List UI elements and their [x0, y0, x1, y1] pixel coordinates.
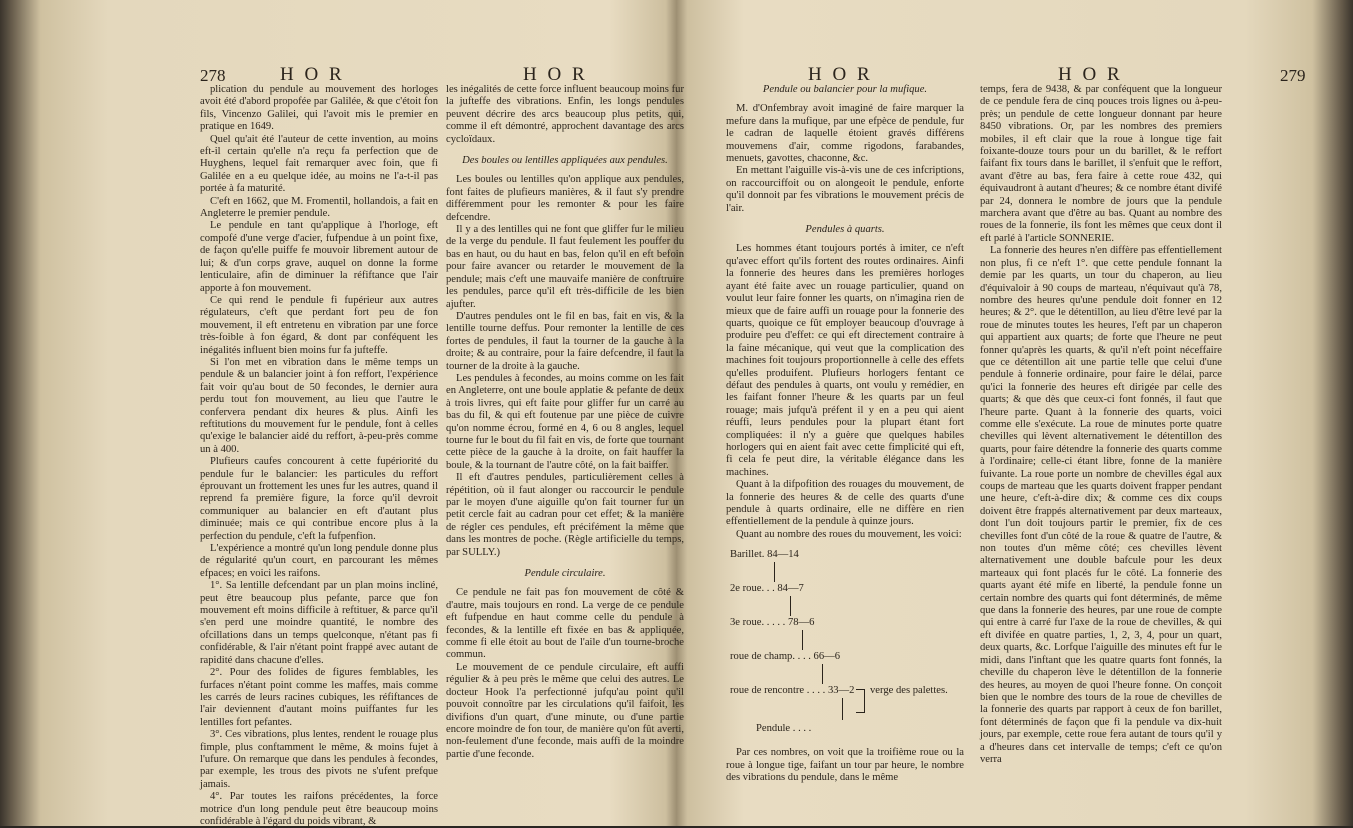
paragraph: Si l'on met en vibration dans le même temps un pendule & un balancier joint à fon reffort, l'expérience fait voir qu'au bout de 50 fecondes, le dernier aura perdu tout fon mouvement, au lieu que l'autre le confervera pendant dix heures & plus. Ainfi les reftitutions du mouvement fur le pendule, font à celles qu'exige le balancier aidé du reffort, à-peu-près comme un à 400.	[200, 356, 438, 455]
gear-row-roue-de-rencontre: roue de rencontre . . . . 33—2	[730, 685, 855, 697]
section-heading-circulaire: Pendule circulaire.	[524, 568, 606, 580]
paragraph: Par ces nombres, on voit que la troifième roue ou la roue à longue tige, faifant un tour par heure, le nombre des vibrations du pendule, dans le même	[726, 747, 964, 784]
paragraph: L'expérience a montré qu'un long pendule donne plus de régularité qu'un court, en parcourant les mêmes efpaces; en voici les raifons.	[200, 543, 438, 579]
paragraph: Les pendules à fecondes, au moins comme on les fait en Angleterre, ont une boule applatie & pefante de deux à trois livres, qui eft faite pour gliffer fur un carré au bas du fil, & qui eft foutenue par une pièce de cuivre qu'on nomme écrou, formé en 4, 6 ou 8 angles, lequel tourne fur le bout du fil fait en vis, de forte que tournant cette pièce de la gauche à la droite, on fait hauffer la boule, & la tournant de l'autre côté, on la fait baiffer.	[446, 372, 684, 471]
running-head-left: H O R	[808, 64, 873, 85]
paragraph: Ce pendule ne fait pas fon mouvement de côté & d'autre, mais toujours en rond. La verge de ce pendule eft fufpendue en haut comme celle du pendule à fecondes, & la lentille eft fixée en bas & appliquée, comme fi elle étoit au bout de l'aile d'un tourne-broche commun.	[446, 587, 684, 661]
left-column-2	[446, 84, 684, 806]
gear-connector	[802, 630, 803, 650]
paragraph: les inégalités de cette force influent beaucoup moins fur la jufteffe des vibrations. Enfin, les longs pendules peuvent décrire des arcs beaucoup plus petits, qui, comme il eft démontré, approchent davantage des arcs cycloïdaux.	[446, 84, 684, 145]
gear-train-table	[730, 549, 964, 739]
section-heading-quarts: Pendules à quarts.	[805, 224, 885, 236]
paragraph: Les boules ou lentilles qu'on applique aux pendules, font faites de plufieurs manières, & il faut s'y prendre différemment pour les remonter & pour les faire defcendre.	[446, 174, 684, 223]
gear-row-2e-roue: 2e roue. . . 84—7	[730, 583, 804, 595]
paragraph: Les hommes étant toujours portés à imiter, ce n'eft qu'avec effort qu'ils fortent des routes ordinaires. Ainfi la fonnerie des heures dans les premières horloges ayant été faite avec un rouage particulier, quand on voulut leur faire fonner les quarts, on n'imagina rien de mieux que de faire auffi un rouage pour la fonnerie des quarts, quoique ce fût employer beaucoup d'ouvrage à produire peu d'effet: ce qui eft directement contraire à la faine mécanique, qui veut que la complication des machines foit toujours proportionnelle à celle des effets qu'elles produifent. Plufieurs horlogers fentant ce défaut des pendules à quarts, ont voulu y remédier, en les faifant fonner l'heure & les quarts par un feul rouage; mais jufqu'à préfent il y en a peu qui aient réuffi, leurs pendules pour la plupart étant fort compliquées: il n'y a guère que quelques habiles horlogers qui en aient fait avec cette fimplicité qui eft, fi cela fe peut dire, la véritable élégance dans les machines.	[726, 243, 964, 478]
paragraph: Le mouvement de ce pendule circulaire, eft auffi régulier & à peu près le même que celui des autres. Le docteur Hook l'a perfectionné jufqu'au point qu'il pouvoit connoître par les circulations qu'il faifoit, les divifions d'un quart, d'une minute, ou d'une partie encore moindre de fon tour, de manière qu'on fût averti, non-feulement d'une feconde, mais auffi de la moindre partie d'une feconde.	[446, 661, 684, 760]
paragraph: Il y a des lentilles qui ne font que gliffer fur le milieu de la verge du pendule. Il faut feulement les pouffer du bas en haut, ou du haut en bas, felon qu'il en eft befoin pour faire avancer ou retarder le mouvement de la pendule; mais c'eft une mauvaife manière de conftruire les pendules, parce qu'il eft très-difficile de les bien ajufter.	[446, 224, 684, 310]
left-column-1	[200, 84, 438, 827]
gear-bracket-label: verge des palettes.	[870, 685, 948, 697]
right-column-2	[980, 84, 1222, 806]
paragraph: Quant à la difpofition des rouages du mouvement, de la fonnerie des heures & de celle des quarts d'une pendule à quarts ordinaire, elle ne diffère en rien effentiellement de la pendule à quinze jours.	[726, 479, 964, 528]
running-head-right: H O R	[523, 64, 588, 85]
paragraph: Quant au nombre des roues du mouvement, les voici:	[736, 528, 962, 540]
right-running-head	[680, 60, 1330, 86]
gear-row-roue-de-champ: roue de champ. . . . 66—6	[730, 651, 841, 663]
gear-connector	[774, 562, 775, 582]
paragraph: Le pendule en tant qu'applique à l'horloge, eft compofé d'une verge d'acier, fufpendue à un point fixe, de façon qu'elle puiffe fe mouvoir librement autour de lui; & d'un corps grave, auquel on donne la forme lenticulaire, afin de diminuer la réfiftance que l'air apporte à fon mouvement.	[200, 220, 438, 294]
paragraph: M. d'Onfembray avoit imaginé de faire marquer la mefure dans la mufique, par une efpèce de pendule, fur le cadran de laquelle étoient gravés différens mouvemens d'air, comme rigodons, farabandes, menuets, gavottes, chaconne, &c.	[726, 103, 964, 165]
gear-connector	[842, 698, 843, 720]
gear-connector	[822, 664, 823, 684]
paragraph: plication du pendule au mouvement des horloges avoit été d'abord propofée par Galilée, & que c'étoit fon fils, Vincenzo Galilei, qui l'avoit mis le premier en pratique en 1649.	[200, 84, 438, 133]
paragraph: Quel qu'ait été l'auteur de cette invention, au moins eft-il certain qu'elle n'a reçu fa perfection que de Huyghens, lequel fait remarquer avec foin, que fi Galilée en a eu quelque idée, au moins ne l'a-t-il pas portée à fa maturité.	[200, 133, 438, 195]
gear-row-3e-roue: 3e roue. . . . . 78—6	[730, 617, 815, 629]
paragraph: La fonnerie des heures n'en diffère pas effentiellement non plus, fi ce n'eft 1°. que cette pendule fonnant la demie par les quarts, un tour du chaperon, au lieu d'équivaloir à 90 coups de marteau, n'équivaut qu'à 78, nombre des heures qu'une pendule doit fonner en 12 heures; & 2°. que le détentillon, au lieu d'être levé par la roue de minutes toutes les heures, l'eft par un chaperon qui appartient aux quarts; de forte que l'heure ne peut fonner qu'après les quarts, & qu'il n'eft point néceffaire que ce détentillon ait une partie telle que celui d'une pendule à fonnerie ordinaire, pour faire le délai, parce qu'ici la fonnerie des heures eft dirigée par celle des quarts; & que dès que ceux-ci font fonnés, il faut que l'heure parte. Quant à la fonnerie des quarts, voici comme elle s'exécute. La roue de minutes porte quatre chevilles qui lèvent alternativement le détentillon des quarts, pour faire détendre la fonnerie des quarts comme à l'ordinaire; celle-ci étant libre, fonne de la manière fuivante. La roue porte un nombre de chevilles égal aux coups de marteau que les quarts doivent frapper pendant une heure, c'eft-à-dire dix; & comme ces dix coups doivent être frappés alternativement par deux marteaux, dont l'un doit toujours partir le premier, fix de ces chevilles font d'un côté de la roue & quatre de l'autre, & non toutes d'un même côté; ces chevilles lèvent alternativement une double bafcule pour les deux marteaux qui font placés fur le côté. La fonnerie des quarts ayant été mife en liberté, la pendule fonne un certain nombre des quarts qui font déterminés, de même que dans la fonnerie des heures, par une roue de compte qui entre à carré fur l'axe de la roue de chevilles, & qui eft divifée en quatre parties, 1, 2, 3, 4, pour un quart, deux quarts, &c. Lorfque l'aiguille des minutes eft fur le midi, dans l'inftant que les quatre quarts font fonnés, la cheville du chaperon lève le détentillon de la fonnerie des heures, au moyen de quoi l'heure fonne. On conçoit bien que le nombre des tours de la roue de chevilles de la fonnerie des quarts par rapport à ceux de fon barillet, font déterminés de façon que fi la pendule va dix-huit jours, par exemple, cette roue fera autant de tours qu'il y a d'heures dans cet intervalle de temps; c'eft ce qu'on verra	[980, 245, 1222, 765]
paragraph: Plufieurs caufes concourent à cette fupériorité du pendule fur le balancier: les particules du reffort éprouvant un frottement les unes fur les autres, quand il reprend fa première figure, la force qu'il devroit communiquer au balancier en eft d'autant plus diminuée; mais ce qui contribue encore plus à la perfection du pendule, c'eft la fufpenfion.	[200, 456, 438, 542]
gear-row-barillet: Barillet. 84—14	[730, 549, 799, 561]
gear-connector	[790, 596, 791, 616]
gear-bracket	[856, 689, 865, 713]
section-heading-musique: Pendule ou balancier pour la mufique.	[762, 84, 928, 95]
section-heading-lentilles: Des boules ou lentilles appliquées aux pendules.	[462, 155, 668, 167]
right-page	[680, 0, 1330, 826]
paragraph: 4°. Par toutes les raifons précédentes, la force motrice d'un long pendule peut être beaucoup moins confidérable à l'égard du poids vibrant, &	[200, 791, 438, 827]
running-head-right: H O R	[1058, 64, 1123, 85]
paragraph: En mettant l'aiguille vis-à-vis une de ces infcriptions, on raccourciffoit ou on alongeoit le pendule, enforte qu'il donnoit par fes vibrations le mouvement précis de l'air.	[726, 165, 964, 214]
paragraph: C'eft en 1662, que M. Fromentil, hollandois, a fait en Angleterre le premier pendule.	[200, 195, 438, 220]
left-running-head	[18, 60, 658, 86]
left-page	[18, 0, 684, 827]
right-column-1	[726, 84, 964, 806]
paragraph: D'autres pendules ont le fil en bas, fait en vis, & la lentille tourne deffus. Pour remonter la lentille de ces fortes de pendules, il faut la tourner de la gauche à la droite; & au contraire, pour la faire defcendre, il faut la tourner de la droite à la gauche.	[446, 310, 684, 372]
paragraph: Ce qui rend le pendule fi fupérieur aux autres régulateurs, c'eft que perdant fort peu de fon mouvement, il eft entretenu en vibration par une force très-foible à fon égard, & dont par conféquent les inégalités influent bien moins fur fa jufteffe.	[200, 294, 438, 356]
page-number: 278	[200, 66, 226, 85]
paragraph: 2°. Pour des folides de figures femblables, les furfaces n'étant point comme les maffes, mais comme les carrés de leurs racines cubiques, les réfiftances de l'air deviennent d'autant moins puiffantes fur les lentilles fort pefantes.	[200, 667, 438, 728]
paragraph: temps, fera de 9438, & par conféquent que la longueur de ce pendule fera de cinq pouces trois lignes ou à-peu-près; un pendule de cette longueur donnant par heure 8450 vibrations. Or, par les nombres des premiers mobiles, il eft clair que la roue à longue tige fait foixante-douze tours pour un du barillet, & le reffort faifant fix tours dans le barillet, il s'enfuit que le reffort, avant d'être au bas, fera faire à cette roue 432, qui équivaudront à autant d'heures; & ce nombre étant divifé par 24, donnera le nombre de jours que la pendule marchera avant que d'être au bas. Quant au nombre des roues de la fonnerie, ils font les mêmes que ceux dont il eft parlé à l'article SONNERIE.	[980, 84, 1222, 244]
page-number: 279	[1280, 66, 1306, 85]
gear-row-pendule: Pendule . . . .	[756, 723, 812, 735]
paragraph: 1°. Sa lentille defcendant par un plan moins incliné, peut être beaucoup plus pefante, parce que fon mouvement eft moins difficile à reftituer, & parce qu'il s'en perd une moindre quantité, le nombre des ofcillations dans un temps quelconque, n'étant pas fi confidérable, & l'air n'étant point frappé avec autant de rapidité dans chacune d'elles.	[200, 580, 438, 666]
paragraph: 3°. Ces vibrations, plus lentes, rendent le rouage plus fimple, plus conftamment le même, & moins fujet à l'ufure. On remarque que dans les pendules à fecondes, par exemple, les trous des pivots ne s'ufent prefque jamais.	[200, 729, 438, 790]
running-head-left: H O R	[280, 64, 345, 85]
paragraph: Il eft d'autres pendules, particulièrement celles à répétition, où il faut alonger ou raccourcir le pendule par le moyen d'une aiguille qu'on fait tourner fur un petit cercle fait au cadran pour cet effet; & la manière de régler ces pendules, eft précifément la même que dans les montres de poche. (Règle artificielle du temps, par SULLY.)	[446, 472, 684, 558]
